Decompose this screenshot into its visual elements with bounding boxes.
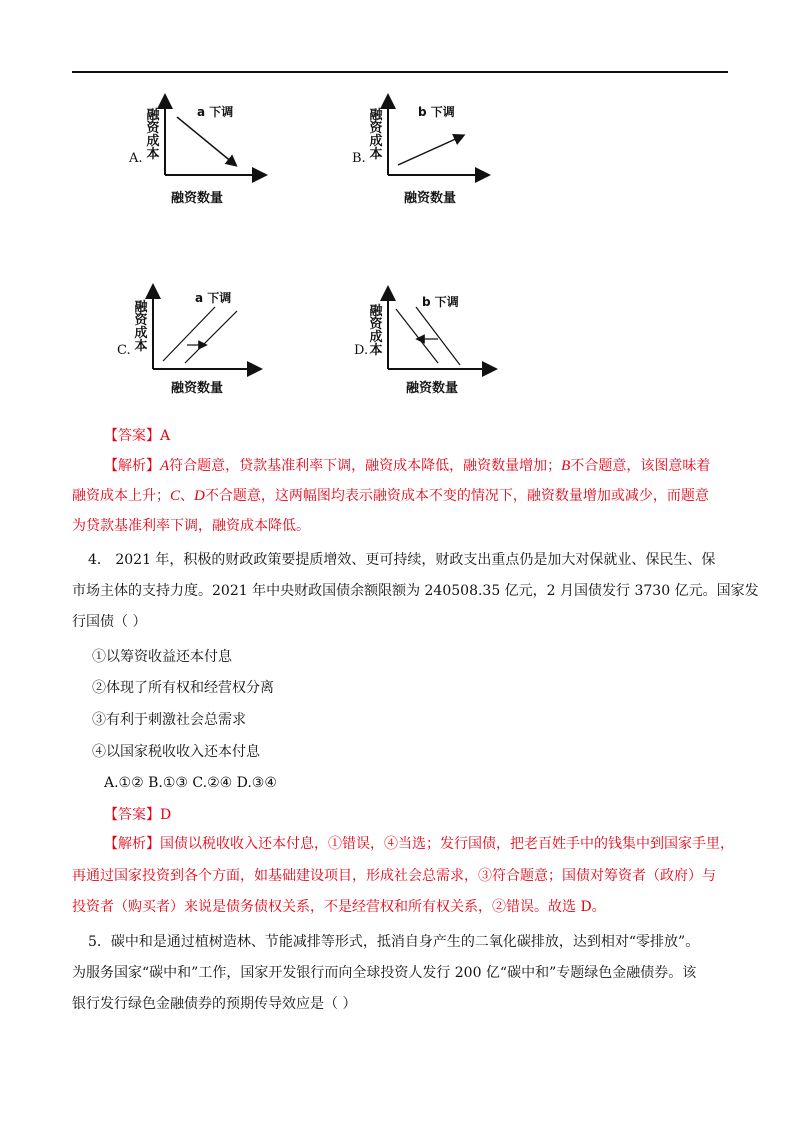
header-rule [72, 71, 728, 73]
graph-option-d [350, 285, 540, 415]
option-letter: C. [117, 343, 131, 358]
graph-option-b [348, 95, 538, 225]
q4-option-4: ④以国家税收收入还本付息 [92, 744, 260, 760]
option-a-ref: A [160, 458, 170, 474]
analysis-text: 不合题意，该图意味着 [570, 458, 711, 474]
option-b-ref: B [561, 458, 571, 474]
q4-choices: A.①② B.①③ C.②④ D.③④ [104, 775, 277, 791]
q4-analysis-line-1 [104, 834, 734, 854]
option-letter: D. [354, 343, 369, 358]
y-axis-label: 融资成本 [146, 108, 160, 162]
q4-analysis-line-3: 投资者（购买者）来说是债务债权关系，不是经营权和所有权关系，②错误。故选 D。 [72, 899, 606, 915]
q4-answer: 【答案】D [104, 807, 172, 823]
x-axis-label: 融资数量 [406, 381, 459, 396]
analysis-text: 国债以税收收入还本付息，①错误，④当选；发行国债，把老百姓手中的钱集中到国家手里， [160, 836, 734, 852]
x-axis-label: 融资数量 [171, 381, 224, 396]
q3-analysis-line-2 [72, 486, 709, 506]
analysis-text: 符合题意，贷款基准利率下调，融资成本降低，融资数量增加； [169, 458, 562, 474]
q5-stem-line-1: 5．碳中和是通过植树造林、节能减排等形式，抵消自身产生的二氧化碳排放，达到相对“零排放”。 [88, 934, 700, 950]
separator: 、 [180, 488, 195, 504]
q4-analysis-line-2: 再通过国家投资到各个方面，如基础建设项目，形成社会总需求，③符合题意；国债对筹资者（政府）与 [72, 868, 716, 884]
y-axis-label: 融资成本 [134, 300, 148, 354]
q4-option-2: ②体现了所有权和经营权分离 [92, 680, 274, 696]
graph-title: b 下调 [422, 295, 459, 309]
graph-title: a 下调 [195, 291, 232, 305]
option-letter: B. [352, 151, 366, 166]
q4-stem-line-2: 市场主体的支持力度。2021 年中央财政国债余额限额为 240508.35 亿元，2 月国债发行 3730 亿元。国家发 [72, 583, 759, 599]
graph-axes-c [115, 285, 305, 415]
q5-stem-line-2: 为服务国家“碳中和”工作，国家开发银行而向全球投资人发行 200 亿“碳中和”专题绿色金融债券。该 [72, 965, 697, 981]
graph-title: a 下调 [197, 105, 234, 119]
option-c-ref: C [170, 488, 181, 504]
q4-stem-line-1: 4． 2021 年，积极的财政政策要提质增效、更可持续，财政支出重点仍是加大对保就业、保民生、保 [88, 552, 716, 568]
q4-option-3: ③有利于刺激社会总需求 [92, 712, 246, 728]
analysis-label: 【解析】 [104, 458, 160, 474]
x-axis-label: 融资数量 [404, 191, 457, 206]
x-axis-label: 融资数量 [171, 191, 224, 206]
q4-stem-line-3: 行国债（ ） [72, 614, 147, 630]
q5-stem-line-3: 银行发行绿色金融债券的预期传导效应是（ ） [72, 996, 357, 1012]
graph-axes-b [348, 95, 538, 225]
option-d-ref: D [194, 488, 205, 504]
analysis-label: 【解析】 [104, 836, 160, 852]
graph-option-c [115, 285, 305, 415]
y-axis-label: 融资成本 [369, 304, 383, 358]
graph-option-a [125, 95, 315, 225]
analysis-text: 不合题意，这两幅图均表示融资成本不变的情况下，融资数量增加或减少，而题意 [204, 488, 709, 504]
graph-axes-a [125, 95, 315, 225]
graph-axes-d [350, 285, 540, 415]
graph-title: b 下调 [418, 105, 455, 119]
q4-option-1: ①以筹资收益还本付息 [92, 649, 232, 665]
y-axis-label: 融资成本 [369, 108, 383, 162]
option-letter: A. [129, 151, 143, 166]
q3-analysis-line-1 [104, 456, 710, 476]
q3-answer: 【答案】A [104, 428, 171, 444]
q3-analysis-line-3: 为贷款基准利率下调，融资成本降低。 [72, 518, 310, 534]
analysis-text: 融资成本上升； [72, 488, 170, 504]
